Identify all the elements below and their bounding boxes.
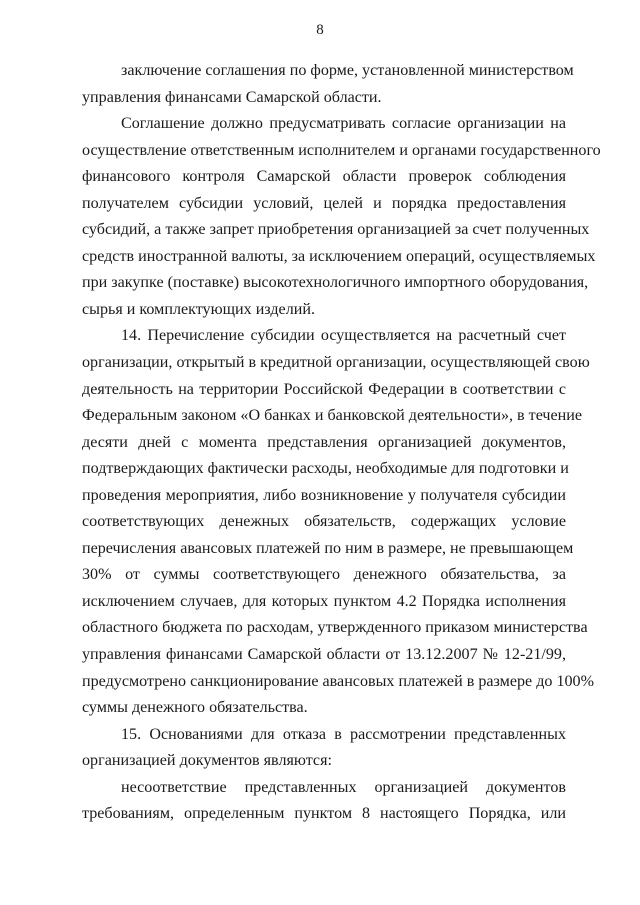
text-line: проведения мероприятия, либо возникновение у получателя субсидии [82,486,566,504]
paragraph-p3 [82,323,594,721]
text-line: соответствующих денежных обязательств, содержащих условие [82,513,566,531]
text-line: суммы денежного обязательства. [82,699,308,717]
text-line: организации, открытый в кредитной организации, осуществляющей свою [82,354,590,372]
text-line: 14. Перечисление субсидии осуществляется на расчетный счет [121,327,566,345]
text-line: субсидий, а также запрет приобретения организацией за счет полученных [82,221,590,239]
text-line: Федеральным законом «О банках и банковской деятельности», в течение [82,407,583,425]
text-line: перечисления авансовых платежей по ним в размере, не превышающем [82,539,574,557]
text-line: предусмотрено санкционирование авансовых платежей в размере до 100% [82,672,594,690]
text-line: сырья и комплектующих изделий. [82,300,315,318]
text-line: получателем субсидии условий, целей и порядка предоставления [82,194,566,212]
page-number: 8 [316,22,324,38]
text-line: 30% от суммы соответствующего денежного обязательства, за [82,566,566,584]
text-line: требованиям, определенным пунктом 8 настоящего Порядка, или [82,805,566,823]
text-line: 15. Основаниями для отказа в рассмотрении представленных [121,725,566,743]
text-line: управления финансами Самарской области от 13.12.2007 № 12-21/99, [82,646,566,664]
text-line: подтверждающих фактически расходы, необходимые для подготовки и [82,460,569,478]
text-line: управления финансами Самарской области. [82,88,382,106]
text-line: деятельность на территории Российской Федерации в соответствии с [82,380,566,398]
text-line: исключением случаев, для которых пунктом 4.2 Порядка исполнения [82,592,566,610]
text-line: организацией документов являются: [82,752,332,770]
paragraph-p4 [82,722,566,775]
text-line: областного бюджета по расходам, утвержденного приказом министерства [82,619,588,637]
text-line: Соглашение должно предусматривать согласие организации на [121,115,566,133]
paragraph-p1 [82,58,574,111]
text-line: заключение соглашения по форме, установленной министерством [121,62,574,79]
document-body [82,58,601,828]
paragraph-p5 [82,775,566,828]
text-line: осуществление ответственным исполнителем и органами государственного [82,141,601,159]
paragraph-p2 [82,111,601,323]
text-line: средств иностранной валюты, за исключением операций, осуществляемых [82,247,596,265]
text-line: десяти дней с момента представления организацией документов, [82,433,566,451]
text-line: несоответствие представленных организацией документов [121,778,566,796]
text-line: при закупке (поставке) высокотехнологичного импортного оборудования, [82,274,589,292]
text-line: финансового контроля Самарской области проверок соблюдения [82,168,566,186]
